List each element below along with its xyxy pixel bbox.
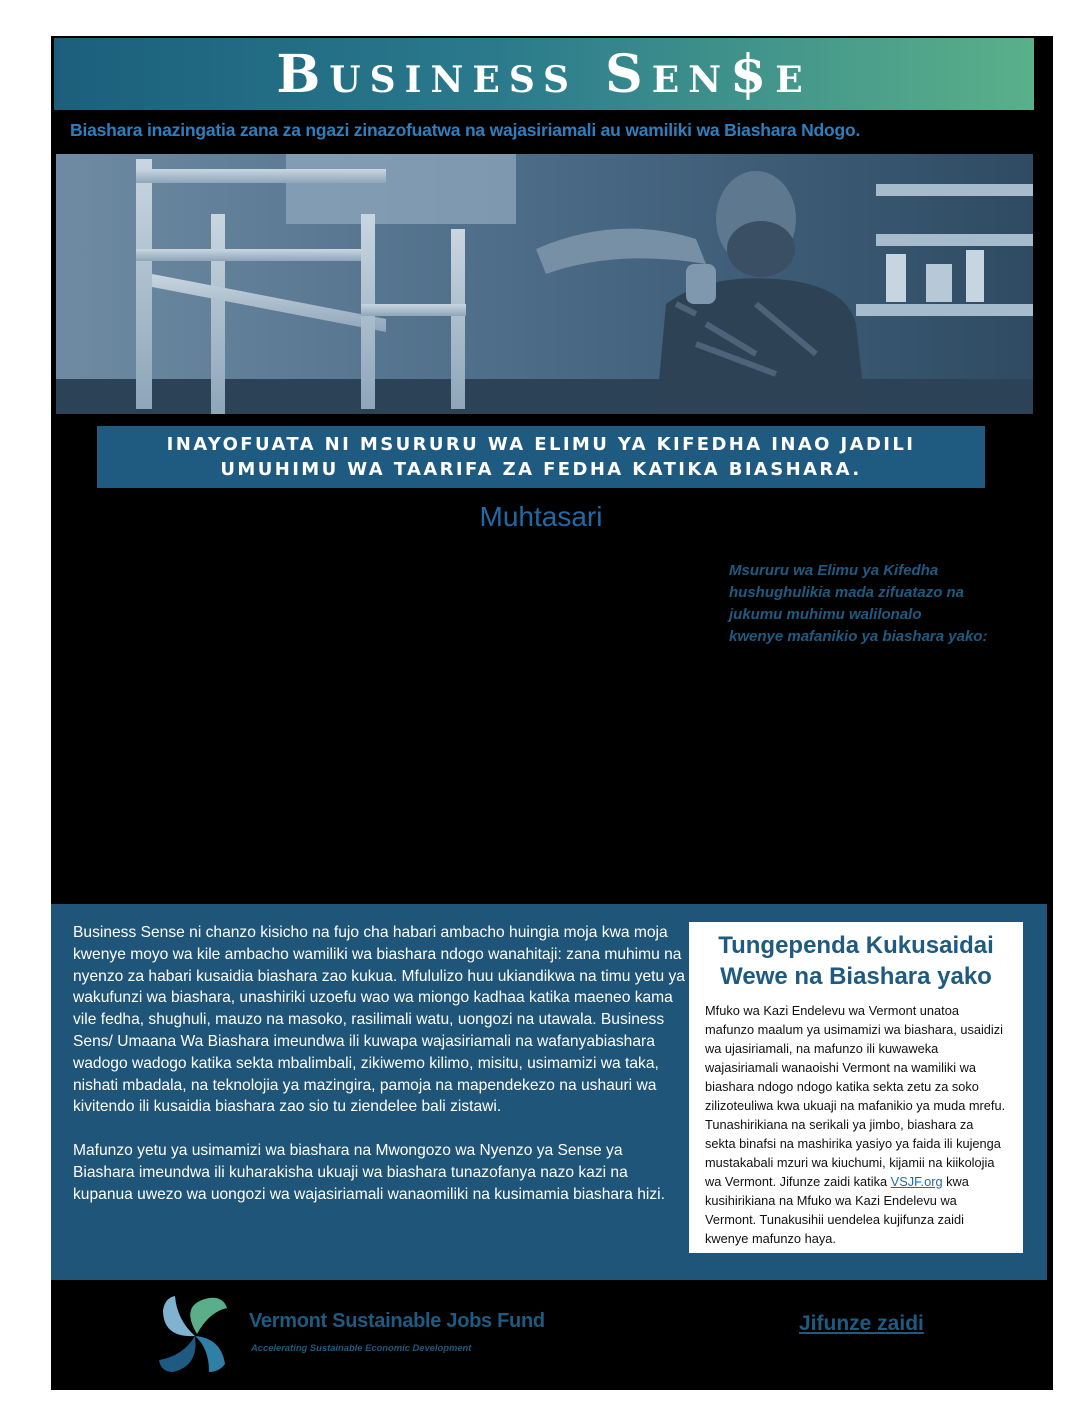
summary-heading: Muhtasari [479, 501, 603, 532]
vsjf-link[interactable]: VSJF.org [890, 1174, 943, 1189]
logo-graphic [159, 1294, 229, 1374]
help-box [689, 922, 1023, 1253]
pull-quote [729, 560, 1039, 648]
info-paragraph-1: Business Sense ni chanzo kisicho na fujo cha habari ambacho huingia moja kwa moja kwenye moyo wa kile ambacho wamiliki wa biashara ndogo wanahitaji: zana muhimu na nyenzo za habari kusaidia biashara zao kukua. Mfululizo huu ukiandikwa na timu yetu ya wakufunzi wa biashara, unashiriki uzoefu wao wa miongo kadhaa katika maeneo kama vile fedha, shughuli, mauzo na masoko, rasilimali watu, uongozi na utawala. Business Sens/ Umaana Wa Biashara imeundwa ili kuwapa wajasiriamali na wafanyabiashara wadogo wadogo katika sekta mbalimbali, zikiwemo kilimo, misitu, usimamizi wa taka, nishati mbadala, na teknolojia ya mazingira, pamoja na mapendekezo na ushauri wa kivitendo ili kusaidia biashara zao sio tu ziendelee bali zistawi. [73, 924, 685, 1116]
banner-line-2: UMUHIMU WA TAARIFA ZA FEDHA KATIKA BIASHARA. [220, 459, 862, 480]
info-band [51, 904, 1047, 1280]
pull-quote-line: hushughulikia mada zifuatazo na [729, 584, 965, 601]
series-banner [97, 426, 985, 488]
help-title [705, 930, 1007, 992]
info-paragraph-2: Mafunzo yetu ya usimamizi wa biashara na Mwongozo wa Nyenzo ya Sense ya Biashara imeundwa ili kuharakisha ukuaji wa biashara tunazofanya nazo kazi na kupanua uwezo wa uongozi wa wajasiriamali wanaomiliki na kusimamia biashara hizi. [73, 1142, 665, 1203]
page-frame [51, 36, 1053, 1390]
masthead [54, 38, 1034, 110]
org-name: Vermont Sustainable Jobs Fund [249, 1310, 545, 1332]
woodworker-photo-icon [56, 154, 1033, 414]
pull-quote-line: jukumu muhimu walilonalo [729, 606, 922, 623]
hero-illustration [56, 154, 1033, 414]
help-title-line-2: Wewe na Biashara yako [720, 963, 992, 990]
help-body [705, 1001, 1007, 1248]
masthead-title: Business Sen$e [276, 43, 812, 105]
tagline: Biashara inazingatia zana za ngazi zinazofuatwa na wajasiriamali au wamiliki wa Biashara Ndogo. [70, 120, 861, 140]
learn-more-link[interactable]: Jifunze zaidi [799, 1312, 924, 1335]
help-body-text: Mfuko wa Kazi Endelevu wa Vermont unatoa mafunzo maalum ya usimamizi wa biashara, usaidizi wa ujasiriamali, na mafunzo ili kuwaweka wajasiriamali wanaoishi Vermont na wamiliki wa biashara ndogo ndogo katika sekta zetu za soko zilizoteuliwa kwa ukuaji na mafanikio ya muda mrefu. Tunashirikiana na serikali ya jimbo, biashara za sekta binafsi na mashirika yasiyo ya faida ili kujenga mustakabali mzuri wa kiuchumi, kijamii na kiikolojia wa Vermont. Jifunze zaidi katika [705, 1003, 1006, 1189]
pull-quote-line: Msururu wa Elimu ya Kifedha [729, 562, 939, 579]
banner-line-1: INAYOFUATA NI MSURURU WA ELIMU YA KIFEDHA INAO JADILI [166, 434, 916, 455]
help-title-line-1: Tungependa Kukusaidai [718, 932, 994, 959]
info-text [73, 922, 685, 1206]
vsjf-pinwheel-logo-icon [159, 1294, 229, 1374]
pull-quote-line: kwenye mafanikio ya biashara yako: [729, 628, 988, 645]
org-tagline: Accelerating Sustainable Economic Development [251, 1342, 472, 1353]
help-body-text-end: kwa kusihirikiana na Mfuko wa Kazi Endelevu wa Vermont. Tunakusihii uendelea kujifunza zaidi kwenye mafunzo haya. [705, 1174, 969, 1246]
